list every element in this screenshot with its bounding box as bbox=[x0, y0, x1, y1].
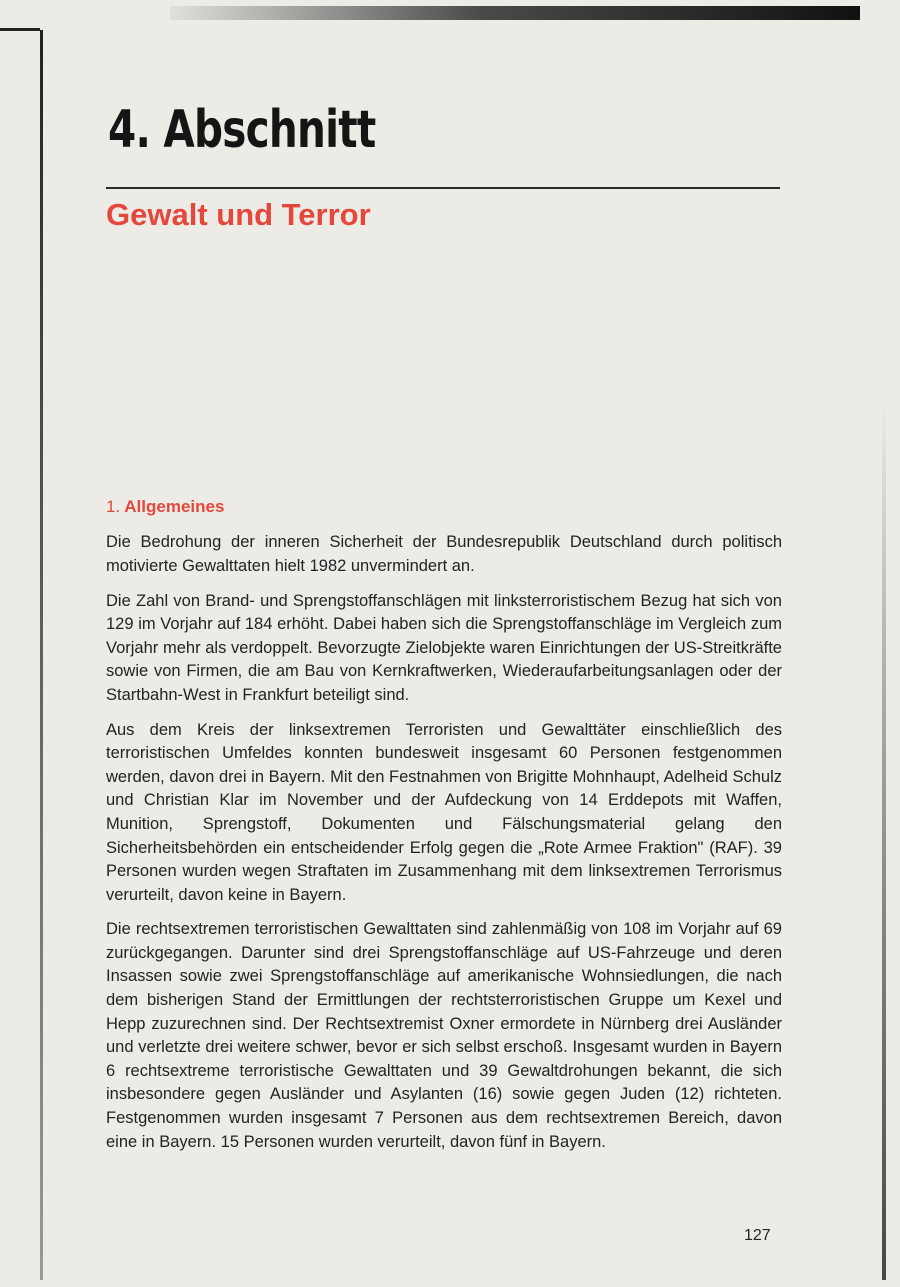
paragraph: Aus dem Kreis der linksextremen Terroristen und Gewalttäter einschließlich des terroristischen Umfeldes konnten bundesweit insgesamt 60 Personen festgenommen werden, davon drei in Bayern. Mit den Festnahmen von Brigitte Mohnhaupt, Adelheid Schulz und Christian Klar im November und der Aufdeckung von 14 Erddepots mit Waffen, Munition, Sprengstoff, Dokumenten und Fälschungsmaterial gelang den Sicherheitsbehörden ein entscheidender Erfolg gegen die „Rote Armee Fraktion" (RAF). 39 Personen wurden wegen Straftaten im Zusammenhang mit dem linksextremen Terrorismus verurteilt, davon keine in Bayern. bbox=[106, 720, 782, 904]
scan-right-edge bbox=[882, 400, 886, 1280]
paragraph: Die Bedrohung der inneren Sicherheit der Bundesrepublik Deutschland durch politisch motivierte Gewalttaten hielt 1982 unvermindert an. bbox=[106, 533, 782, 575]
paragraph: Die Zahl von Brand- und Sprengstoffanschlägen mit linksterroristischem Bezug hat sich von 129 im Vorjahr auf 184 erhöht. Dabei haben sich die Sprengstoffanschläge im Vergleich zum Vorjahr mehr als verdoppelt. Bevorzugte Zielobjekte waren Einrichtungen der US-Streitkräfte sowie von Firmen, die am Bau von Kernkraftwerken, Wiederaufarbeitungsanlagen oder der Startbahn-West in Frankfurt beteiligt sind. bbox=[106, 591, 782, 704]
section-heading-title: Allgemeines bbox=[124, 497, 225, 516]
chapter-subtitle: Gewalt und Terror bbox=[106, 197, 371, 232]
paragraph: Die rechtsextremen terroristischen Gewalttaten sind zahlenmäßig von 108 im Vorjahr auf 69 zurückgegangen. Darunter sind drei Sprengstoffanschläge auf US-Fahrzeuge und deren Insassen sowie zwei Sprengstoffanschläge auf amerikanische Wohnsiedlungen, die nach dem bisherigen Stand der Ermittlungen der rechtsterroristischen Gruppe um Kexel und Hepp zuzurechnen sind. Der Rechtsextremist Oxner ermordete in Nürnberg drei Ausländer und verletzte drei weitere schwer, bevor er sich selbst erschoß. Insgesamt wurden in Bayern 6 rechtsextreme terroristische Gewalttaten und 39 Gewaltdrohungen bekannt, die sich insbesondere gegen Ausländer und Asylanten (16) sowie gegen Juden (12) richteten. Festgenommen wurden insgesamt 7 Personen aus dem rechtsextremen Bereich, davon eine in Bayern. 15 Personen wurden verurteilt, davon fünf in Bayern. bbox=[106, 920, 782, 1151]
main-content bbox=[106, 497, 782, 1165]
title-divider bbox=[106, 187, 780, 189]
scan-left-edge bbox=[40, 30, 43, 1280]
scan-top-edge bbox=[170, 6, 860, 20]
page-number: 127 bbox=[744, 1227, 771, 1244]
section-number-heading: 4. Abschnitt bbox=[108, 100, 376, 160]
scan-corner-mark bbox=[0, 28, 40, 31]
section-heading-number: 1. bbox=[106, 497, 121, 516]
section-heading bbox=[106, 497, 782, 517]
